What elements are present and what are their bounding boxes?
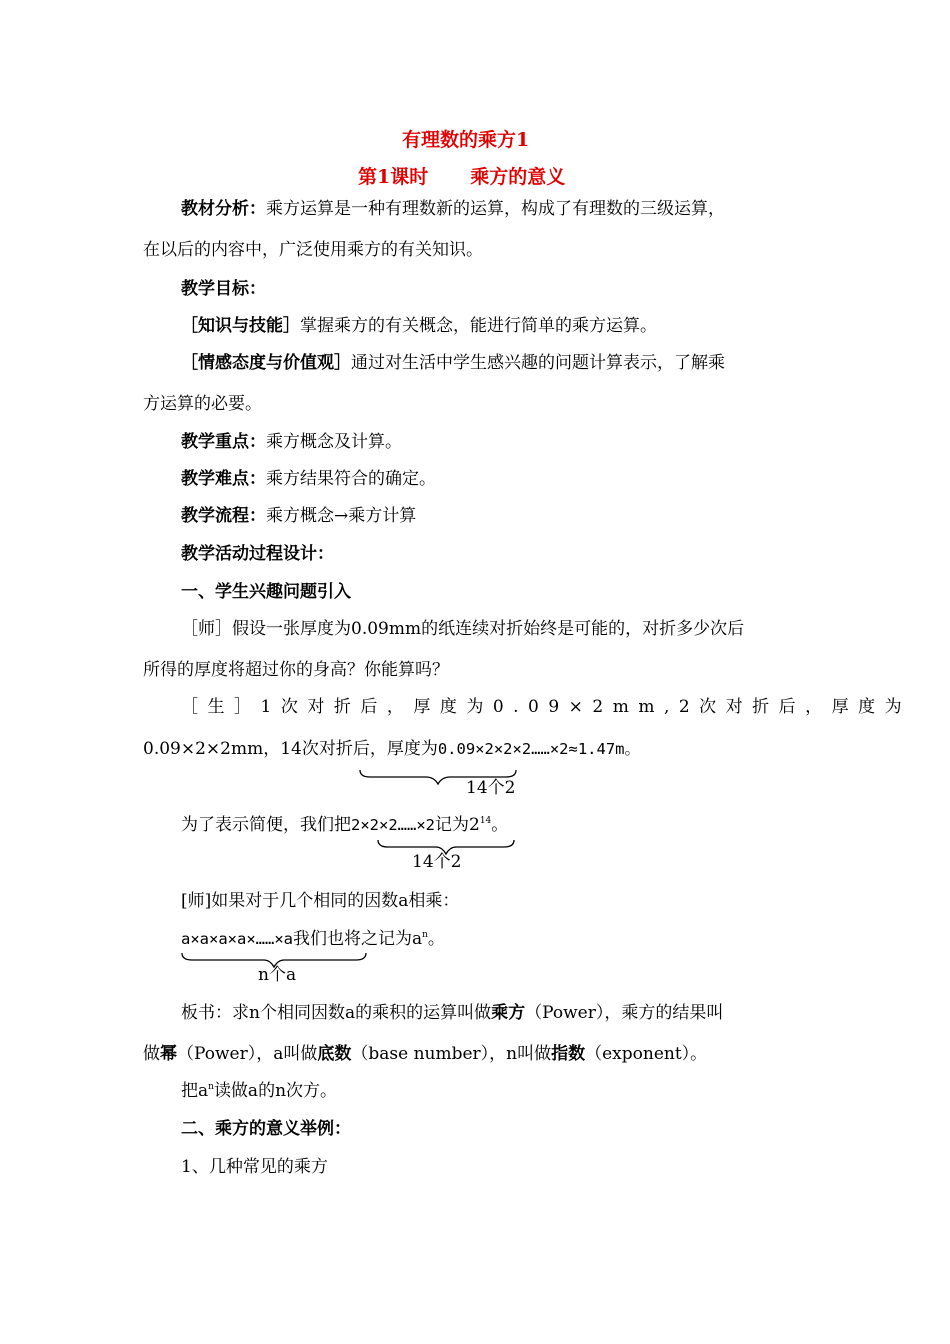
lesson-topic: 乘方的意义 — [470, 166, 566, 188]
difficulty-label: 教学难点： — [181, 469, 266, 489]
knowledge-text: 掌握乘方的有关概念，能进行简单的乘方运算。 — [300, 316, 657, 336]
goals-label: 教学目标： — [181, 279, 266, 299]
reading-line — [181, 1081, 337, 1101]
lesson-number: 第1课时 — [358, 166, 429, 188]
simplify-prefix: 为了表示简便，我们把 — [181, 815, 351, 835]
teacher-question-line-2: 所得的厚度将超过你的身高？你能算吗？ — [143, 660, 449, 680]
analysis-line-2: 在以后的内容中，广泛使用乘方的有关知识。 — [143, 240, 483, 260]
student-answer-line-2 — [143, 739, 640, 759]
emotion-text-1: 通过对生活中学生感兴趣的问题计算表示，了解乘 — [351, 353, 725, 373]
section2-item-1: 1、几种常见的乘方 — [181, 1157, 328, 1177]
def2-text-2: （base number），n叫做 — [351, 1044, 552, 1064]
teacher-generalize: [师]如果对于几个相同的因数a相乘： — [181, 891, 460, 911]
term-exponent: 指数 — [551, 1044, 586, 1064]
teaching-flow — [181, 506, 416, 526]
difficulty-text: 乘方结果符合的确定。 — [266, 469, 436, 489]
def2-text-3: （exponent）。 — [585, 1044, 708, 1064]
a-product-expression: a×a×a×a×……×a — [181, 930, 293, 948]
exponent-n: n — [422, 930, 428, 940]
document-title: 有理数的乘方1 — [402, 129, 530, 151]
emotion-label: ［情感态度与价值观］ — [181, 353, 351, 373]
teacher-question-line-1: ［师］假设一张厚度为0.09mm的纸连续对折始终是可能的，对折多少次后 — [181, 619, 745, 639]
emotion-goal-line-1 — [181, 353, 725, 373]
brace-label-14-twos-2: 14个2 — [412, 852, 462, 872]
knowledge-goal — [181, 316, 657, 336]
a-product-suffix: 我们也将之记为a — [292, 929, 423, 949]
brace-label-14-twos-1: 14个2 — [466, 778, 516, 798]
activity-heading: 教学活动过程设计： — [181, 544, 334, 564]
term-base: 底数 — [317, 1044, 352, 1064]
a-product-line — [181, 929, 445, 949]
analysis-line-1 — [181, 199, 725, 219]
brace-label-n-as: n个a — [258, 965, 297, 985]
thickness-expression: 0.09×2×2×2……×2≈1.47m。 — [437, 740, 640, 758]
simplify-suffix: 记为2 — [435, 815, 480, 835]
simplify-line — [181, 815, 508, 835]
def2-prefix: 做 — [143, 1044, 160, 1064]
exponent-14: 14 — [479, 816, 492, 826]
difficulty — [181, 469, 436, 489]
analysis-text-1: 乘方运算是一种有理数新的运算，构成了有理数的三级运算， — [266, 199, 725, 219]
flow-text: 乘方概念→乘方计算 — [266, 506, 417, 526]
def2-text-1: （Power），a叫做 — [177, 1044, 318, 1064]
a-product-end: 。 — [427, 929, 445, 949]
definition-mid: （Power），乘方的结果叫 — [525, 1003, 724, 1023]
emotion-goal-line-2: 方运算的必要。 — [143, 394, 262, 414]
knowledge-label: ［知识与技能］ — [181, 316, 300, 336]
key-point-label: 教学重点： — [181, 432, 266, 452]
analysis-label: 教材分析： — [181, 199, 266, 219]
flow-label: 教学流程： — [181, 506, 266, 526]
student-answer-prefix: 0.09×2×2mm，14次对折后，厚度为 — [143, 739, 438, 759]
key-point-text: 乘方概念及计算。 — [266, 432, 402, 452]
reading-prefix: 把a — [181, 1081, 209, 1101]
definition-prefix: 板书：求n个相同因数a的乘积的运算叫做 — [181, 1003, 492, 1023]
term-mi: 幂 — [160, 1044, 177, 1064]
reading-suffix: 读做a的n次方。 — [213, 1081, 338, 1101]
section2-heading: 二、乘方的意义举例： — [181, 1119, 351, 1139]
student-answer-line-1: ［生］1次对折后，厚度为0.09×2mm,2次对折后，厚度为 — [181, 697, 912, 717]
key-point — [181, 432, 402, 452]
definition-line-2 — [143, 1044, 707, 1064]
simplify-end: 。 — [491, 815, 509, 835]
reading-exponent: n — [208, 1082, 214, 1092]
lesson-subtitle — [358, 162, 565, 189]
definition-line-1 — [181, 1003, 723, 1023]
section1-heading: 一、学生兴趣问题引入 — [181, 582, 351, 602]
product-expression: 2×2×2……×2 — [351, 816, 435, 834]
term-power: 乘方 — [491, 1003, 526, 1023]
